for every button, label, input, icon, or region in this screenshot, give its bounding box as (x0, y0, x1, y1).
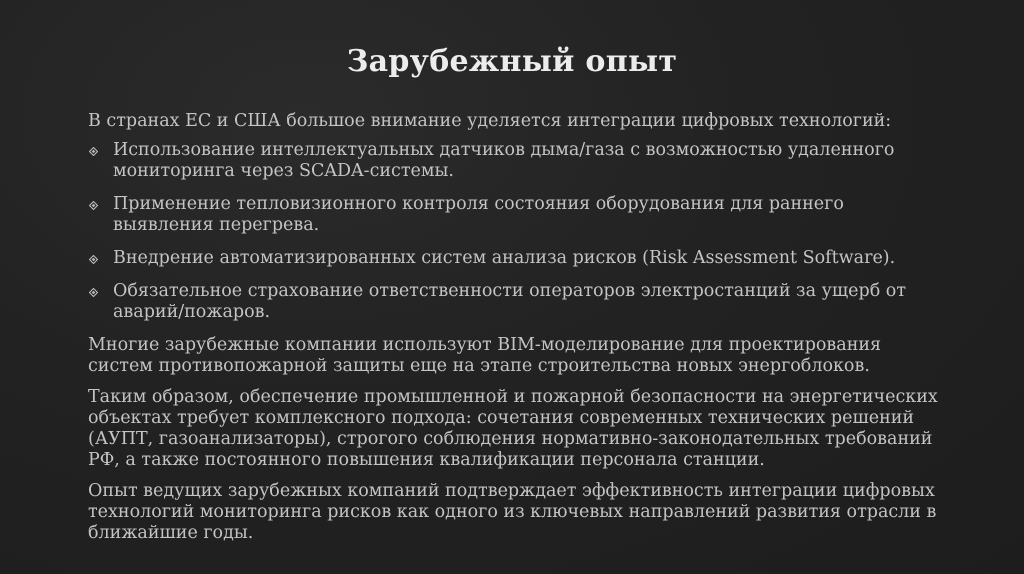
diamond-bullet-icon (89, 147, 98, 156)
paragraph-conclusion: Таким образом, обеспечение промышленной и пожарной безопасности на энергетических объектах требует комплексного подхода: сочетания современных технических решений (АУПТ, газоанализаторы), строгого соблюдения нормативно-законодательных требований РФ, а также постоянного повышения квалификации персонала станции. (88, 387, 938, 470)
bullet-text: Применение тепловизионного контроля состояния оборудования для раннего выявления перегрева. (113, 194, 844, 235)
paragraph-bim: Многие зарубежные компании используют BIM-моделирование для проектирования систем противопожарной защиты еще на этапе строительства новых энергоблоков. (88, 335, 882, 376)
bullet-item (88, 248, 948, 269)
bullet-text: Использование интеллектуальных датчиков дыма/газа с возможностью удаленного мониторинга через SCADA-системы. (113, 140, 895, 181)
bullet-list (88, 140, 948, 323)
slide-title: Зарубежный опыт (346, 44, 678, 79)
intro-paragraph: В странах ЕС и США большое внимание уделяется интеграции цифровых технологий: (88, 111, 892, 131)
bullet-item (88, 281, 948, 323)
bullet-text: Внедрение автоматизированных систем анализа рисков (Risk Assessment Software). (113, 248, 896, 268)
bullet-text: Обязательное страхование ответственности операторов электростанций за ущерб от аварий/пожаров. (113, 281, 907, 322)
bullet-item (88, 194, 948, 236)
diamond-bullet-icon (89, 255, 98, 264)
bullet-item (88, 140, 948, 182)
paragraph-experience: Опыт ведущих зарубежных компаний подтверждает эффективность интеграции цифровых технологий мониторинга рисков как одного из ключевых направлений развития отрасли в ближайшие годы. (88, 481, 937, 543)
slide-content (88, 111, 948, 554)
diamond-bullet-icon (89, 288, 98, 297)
diamond-bullet-icon (89, 201, 98, 210)
